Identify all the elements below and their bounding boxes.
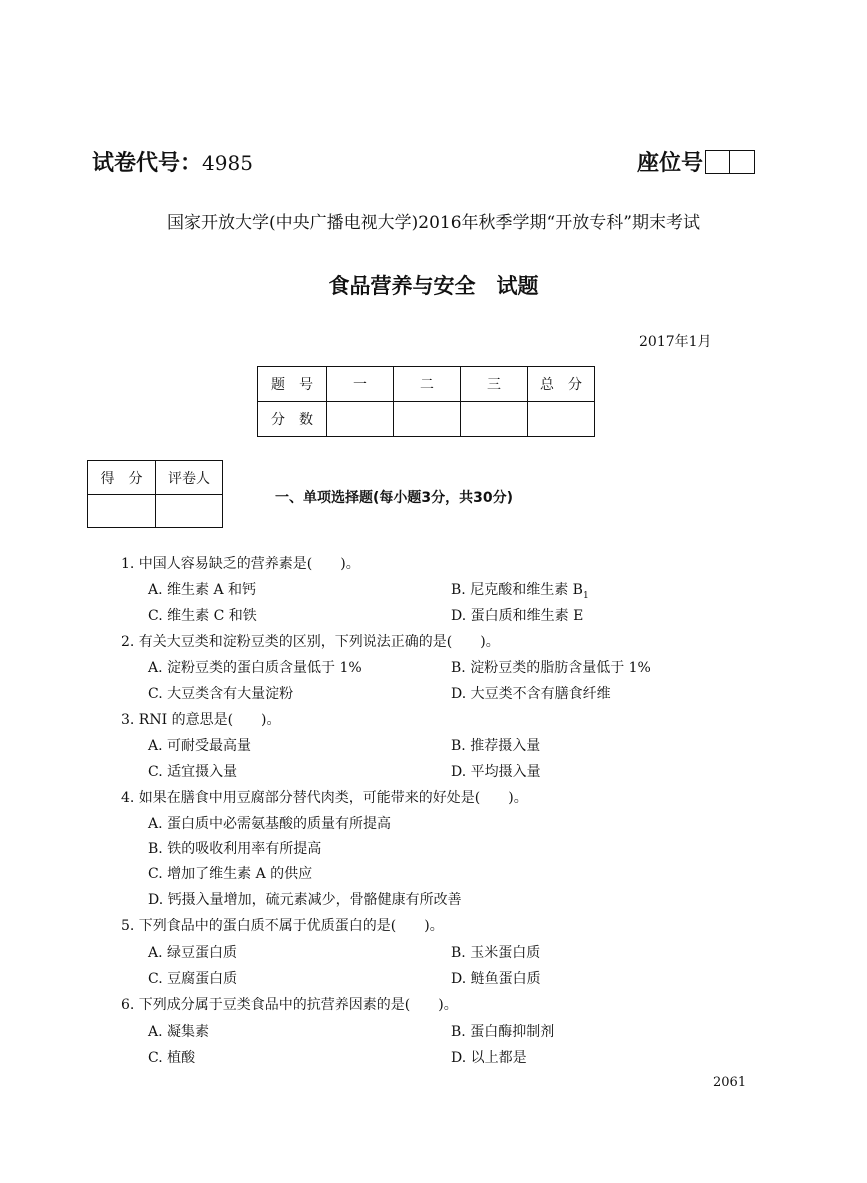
score-entry-cell[interactable] (528, 402, 595, 437)
question-option: D. 蛋白质和维生素 E (451, 608, 584, 624)
grader-table (87, 460, 223, 528)
question-option: D. 平均摄入量 (451, 764, 541, 780)
question-option: B. 推荐摄入量 (451, 738, 541, 754)
question-option: B. 铁的吸收利用率有所提高 (148, 841, 322, 857)
exam-header: 国家开放大学(中央广播电视大学)2016年秋季学期“开放专科”期末考试 (167, 213, 700, 233)
question-option: C. 植酸 (148, 1050, 196, 1066)
score-table-cell: 三 (461, 367, 528, 402)
score-table-cell: 分 数 (258, 402, 327, 437)
question-option: A. 凝集素 (148, 1024, 210, 1040)
paper-code-label: 试卷代号： (92, 151, 203, 176)
question-option: D. 大豆类不含有膳食纤维 (451, 686, 611, 702)
page-number: 2061 (713, 1075, 747, 1090)
score-entry-cell[interactable] (394, 402, 461, 437)
grader-table-entry-row (88, 495, 223, 528)
grader-score-label: 得 分 (88, 461, 156, 495)
score-entry-cell[interactable] (327, 402, 394, 437)
paper-code (92, 146, 253, 177)
score-table-score-row (258, 402, 595, 437)
question-option: D. 鲢鱼蛋白质 (451, 971, 541, 987)
exam-title: 食品营养与安全 试题 (328, 274, 539, 298)
question-option: C. 维生素 C 和铁 (148, 608, 257, 624)
question-option: A. 淀粉豆类的蛋白质含量低于 1% (148, 660, 362, 676)
seat-label: 座位号 (637, 151, 704, 176)
seat-number-box[interactable] (705, 150, 755, 174)
seat-number (637, 146, 755, 177)
question-stem: 6. 下列成分属于豆类食品中的抗营养因素的是( )。 (121, 997, 458, 1013)
score-table-cell: 总 分 (528, 367, 595, 402)
question-stem: 4. 如果在膳食中用豆腐部分替代肉类，可能带来的好处是( )。 (121, 790, 528, 806)
question-option (451, 579, 589, 601)
grader-score-entry[interactable] (88, 495, 156, 528)
question-option: A. 蛋白质中必需氨基酸的质量有所提高 (148, 816, 392, 832)
question-stem: 1. 中国人容易缺乏的营养素是( )。 (121, 556, 360, 572)
question-option: C. 适宜摄入量 (148, 764, 238, 780)
question-option: A. 绿豆蛋白质 (148, 945, 238, 961)
grader-name-entry[interactable] (156, 495, 223, 528)
score-table (257, 366, 595, 437)
question-stem: 5. 下列食品中的蛋白质不属于优质蛋白的是( )。 (121, 918, 444, 934)
question-option: D. 钙摄入量增加，硫元素减少，骨骼健康有所改善 (148, 892, 462, 908)
section-title: 一、单项选择题(每小题3分，共30分) (275, 490, 514, 506)
option-subscript: 1 (582, 590, 589, 601)
question-option: A. 可耐受最高量 (148, 738, 252, 754)
score-table-cell: 题 号 (258, 367, 327, 402)
score-table-header-row (258, 367, 595, 402)
question-option: C. 大豆类含有大量淀粉 (148, 686, 294, 702)
score-table-cell: 二 (394, 367, 461, 402)
question-option: C. 豆腐蛋白质 (148, 971, 238, 987)
grader-table-header-row (88, 461, 223, 495)
score-table-cell: 一 (327, 367, 394, 402)
question-stem: 3. RNI 的意思是( )。 (121, 712, 281, 728)
question-option: D. 以上都是 (451, 1050, 527, 1066)
question-option: B. 蛋白酶抑制剂 (451, 1024, 555, 1040)
question-option: A. 维生素 A 和钙 (148, 582, 257, 598)
question-option: C. 增加了维生素 A 的供应 (148, 866, 313, 882)
question-option: B. 淀粉豆类的脂肪含量低于 1% (451, 660, 651, 676)
exam-date: 2017年1月 (639, 334, 712, 350)
grader-name-label: 评卷人 (156, 461, 223, 495)
paper-code-number: 4985 (202, 151, 253, 175)
score-entry-cell[interactable] (461, 402, 528, 437)
option-text: B. 尼克酸和维生素 B (451, 582, 583, 598)
question-stem: 2. 有关大豆类和淀粉豆类的区别，下列说法正确的是( )。 (121, 634, 500, 650)
question-option: B. 玉米蛋白质 (451, 945, 541, 961)
